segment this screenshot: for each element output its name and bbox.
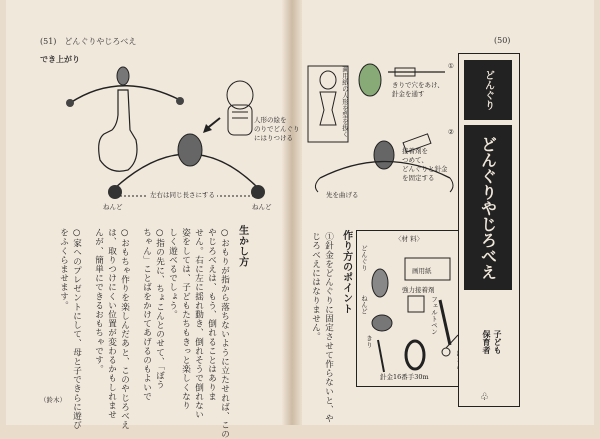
- body-line-5: しく遊べるでしょう。: [167, 228, 178, 319]
- step1-template-label: 画用紙の人形を型を抜く: [341, 66, 349, 138]
- top-wire: [70, 86, 180, 103]
- body-line-1: ○おもりが指から落ちないように立たせれば、この: [219, 228, 230, 439]
- weight-left-small: [66, 99, 74, 107]
- right-body-line-1: ①針金をどんぐりに固定させて作らないと、や: [323, 232, 334, 424]
- acorn-step2: [374, 141, 394, 169]
- material-clay-label: ねんど: [360, 295, 368, 315]
- body-line-6: ○指の先に、ちょこんとのせて、「ぼう: [154, 228, 165, 389]
- body-line-10: んが、簡単にできるおもちゃです。: [93, 228, 104, 374]
- body-line-12: をふくらませます。: [58, 228, 69, 310]
- done-caption: でき上がり: [40, 54, 80, 64]
- weight-right: [251, 185, 265, 199]
- material-awl-label: きり: [365, 335, 373, 348]
- tab-category-label: どんぐり: [482, 70, 494, 110]
- body-line-7: ちゃん」ことばをかけてあげるのもよいで: [141, 228, 152, 401]
- tab-category: [464, 60, 512, 120]
- step2-bend-label: 先を曲げる: [326, 191, 359, 199]
- material-pen-label: フェルトペン: [430, 296, 438, 335]
- left-section-title: 生かし方: [236, 225, 248, 267]
- weight-right-small: [176, 97, 184, 105]
- hand-drawing: [99, 90, 137, 171]
- step1-awl-label: きりで穴をあけ、 針金を通す: [392, 81, 444, 98]
- tab-audience: 子ども 保育者: [482, 330, 503, 354]
- material-paper-label: 画用紙: [412, 267, 432, 275]
- step1-number: ①: [448, 62, 454, 70]
- step2-glue-label: 接着剤を つめて、 どんぐりと針金 を固定する: [402, 147, 448, 182]
- acorn-step1: [359, 64, 381, 96]
- club-icon: ♧: [480, 392, 489, 403]
- doll-callout: 人形の絵を のりでどんぐり にはりつける: [254, 116, 300, 142]
- nendo-left-label: ねんど: [103, 203, 123, 211]
- step2-number: ②: [448, 128, 454, 136]
- body-line-11: ○家へのプレゼントにして、母と子できらに遊び: [71, 228, 82, 430]
- equal-length-label: 左右は同じ長さにする: [150, 191, 215, 199]
- weight-left: [108, 185, 122, 199]
- right-page-header: (50): [494, 36, 511, 45]
- materials-box: [356, 230, 468, 387]
- materials-title: 〈材 料〉: [395, 235, 424, 243]
- body-line-2: やじろべえは、もう、倒れることはありま: [206, 228, 217, 401]
- right-section-title: 作り方のポイント: [340, 230, 352, 314]
- material-wire-label: 針金16番手30m: [380, 373, 429, 381]
- acorn-main: [178, 134, 202, 166]
- left-page-header: (51) どんぐりやじろべえ: [40, 37, 137, 46]
- tab-title-band: [464, 125, 512, 290]
- material-acorn-label: どんぐり: [360, 245, 368, 271]
- nendo-right-label: ねんど: [252, 203, 272, 211]
- body-line-3: せん。右に左に揺れ動き、倒れそうで倒れない: [193, 228, 204, 420]
- body-line-8: ○おもちゃ作りを楽しんだあと、このやじろべえ: [119, 228, 130, 430]
- material-glue-label: 強力接着剤: [402, 286, 435, 294]
- acorn-small: [117, 67, 129, 85]
- author-note: （鈴木）: [40, 396, 66, 404]
- body-line-4: 姿をしては、子どもたちもきっと楽しくなり: [180, 228, 191, 410]
- tab-title-label: どんぐりやじろべえ: [478, 135, 498, 280]
- body-line-9: は、取りつけにくい位置が変わるかもしれませ: [106, 228, 117, 420]
- right-body-line-2: じろべえにはなりません。: [310, 232, 321, 342]
